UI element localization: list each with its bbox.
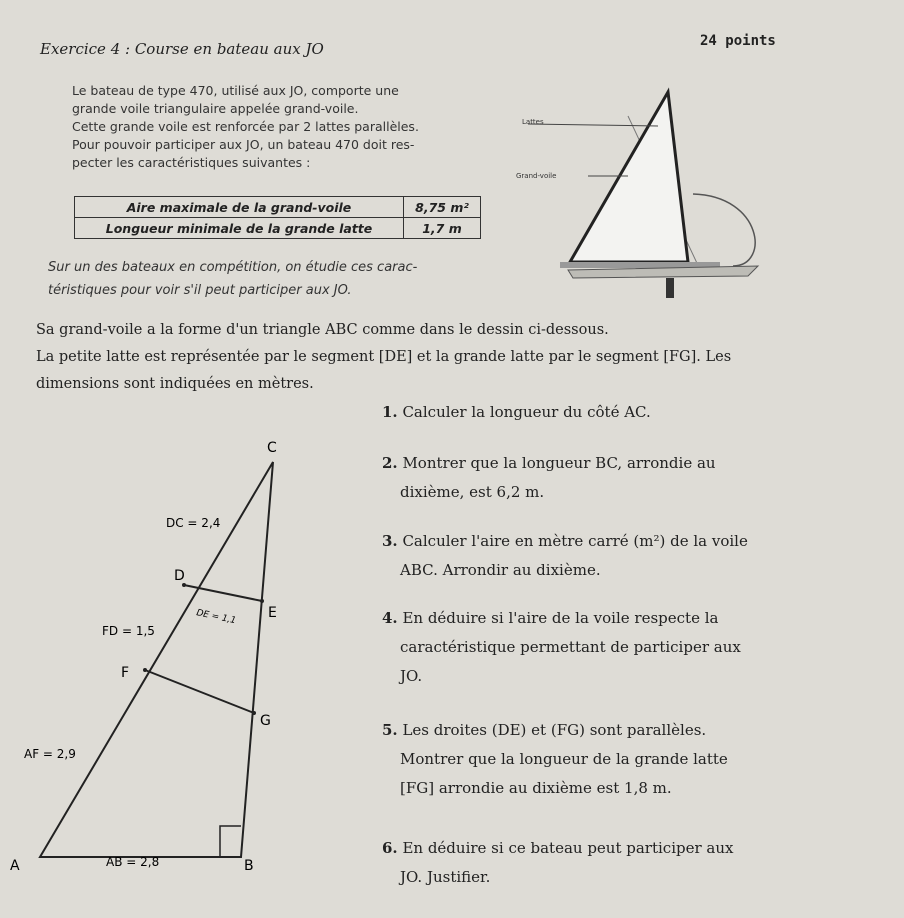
lattes-label: Lattes <box>522 118 544 126</box>
point-e-label: E <box>268 605 277 621</box>
question-number: 2. <box>382 454 398 472</box>
spec-label: Longueur minimale de la grande latte <box>75 218 404 239</box>
question-text: caractéristique permettant de participer aux <box>400 638 741 656</box>
spec-table <box>74 196 481 239</box>
question-text: Calculer l'aire en mètre carré (m²) de la voile <box>402 532 748 550</box>
table-row <box>75 218 481 239</box>
statement-line: La petite latte est représentée par le segment [DE] et la grande latte par le segment [FG]. Les <box>36 349 732 365</box>
table-row <box>75 197 481 218</box>
af-length-label: AF = 2,9 <box>24 747 76 761</box>
lattes-pointer <box>528 124 658 126</box>
question-2 <box>382 449 842 507</box>
de-length-label: DE = 1,1 <box>195 608 237 627</box>
intro-paragraph <box>72 82 517 172</box>
intro-line: Cette grande voile est renforcée par 2 lattes parallèles. <box>72 119 419 134</box>
point-a-label: A <box>10 858 20 874</box>
point-g-label: G <box>260 713 271 729</box>
question-text: dixième, est 6,2 m. <box>400 483 545 501</box>
question-text: En déduire si ce bateau peut participer aux <box>402 839 734 857</box>
question-6 <box>382 834 842 892</box>
question-1 <box>382 398 842 427</box>
triangle-abc <box>40 462 273 857</box>
problem-statement <box>36 318 866 399</box>
intro-line: Le bateau de type 470, utilisé aux JO, comporte une <box>72 83 399 98</box>
fd-length-label: FD = 1,5 <box>102 624 155 638</box>
sail-illustration <box>508 86 798 306</box>
question-text: Calculer la longueur du côté AC. <box>402 403 651 421</box>
statement-line: Sa grand-voile a la forme d'un triangle ABC comme dans le dessin ci-dessous. <box>36 322 609 338</box>
points-label: 24 points <box>700 33 776 49</box>
spec-value: 8,75 m² <box>404 197 481 218</box>
intro-line: pecter les caractéristiques suivantes : <box>72 155 311 170</box>
question-text: JO. <box>400 667 423 685</box>
question-text: ABC. Arrondir au dixième. <box>400 561 601 579</box>
intro-line: Pour pouvoir participer aux JO, un bateau 470 doit res- <box>72 137 415 152</box>
dc-length-label: DC = 2,4 <box>166 516 221 530</box>
question-number: 3. <box>382 532 398 550</box>
segment-fg <box>145 670 254 713</box>
point-g-dot <box>252 711 256 715</box>
question-5 <box>382 716 842 803</box>
question-number: 5. <box>382 721 398 739</box>
question-text: En déduire si l'aire de la voile respecte la <box>402 609 719 627</box>
competition-line: téristiques pour voir s'il peut participer aux JO. <box>48 283 352 298</box>
question-text: Montrer que la longueur de la grande latte <box>400 750 728 768</box>
question-text: Montrer que la longueur BC, arrondie au <box>402 454 716 472</box>
point-f-dot <box>143 668 147 672</box>
question-text: JO. Justifier. <box>400 868 491 886</box>
spec-value: 1,7 m <box>404 218 481 239</box>
exercise-title: Exercice 4 : Course en bateau aux JO <box>40 40 324 58</box>
ab-length-label: AB = 2,8 <box>106 855 160 869</box>
point-d-label: D <box>174 568 185 584</box>
question-4 <box>382 604 842 691</box>
right-angle-mark <box>220 826 241 857</box>
point-f-label: F <box>121 665 130 681</box>
question-number: 6. <box>382 839 398 857</box>
point-e-dot <box>260 599 264 603</box>
grand-voile-label: Grand-voile <box>516 172 557 180</box>
point-b-label: B <box>244 858 254 874</box>
question-3 <box>382 527 842 585</box>
question-text: [FG] arrondie au dixième est 1,8 m. <box>400 779 672 797</box>
question-number: 1. <box>382 403 398 421</box>
intro-line: grande voile triangulaire appelée grand-voile. <box>72 101 359 116</box>
competition-paragraph <box>48 256 518 302</box>
triangle-figure <box>0 430 380 900</box>
spec-label: Aire maximale de la grand-voile <box>75 197 404 218</box>
spinnaker-outline <box>693 194 755 266</box>
statement-line: dimensions sont indiquées en mètres. <box>36 376 314 392</box>
question-text: Les droites (DE) et (FG) sont parallèles. <box>402 721 707 739</box>
keel <box>666 278 674 298</box>
competition-line: Sur un des bateaux en compétition, on étudie ces carac- <box>48 260 418 275</box>
question-number: 4. <box>382 609 398 627</box>
point-c-label: C <box>267 440 277 456</box>
